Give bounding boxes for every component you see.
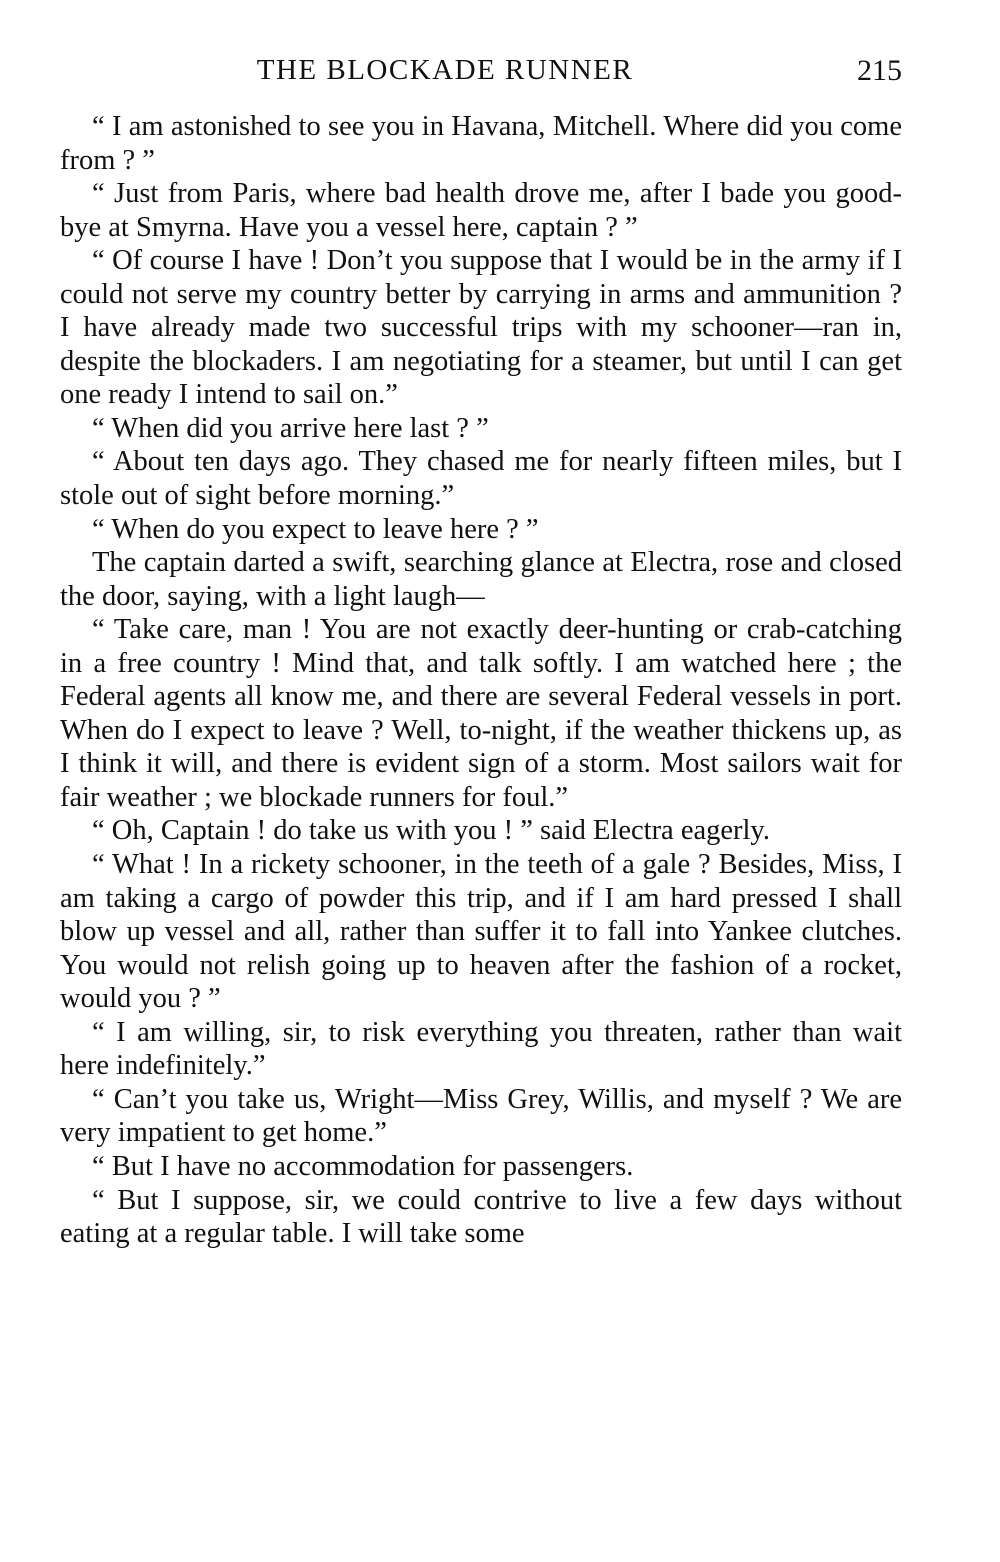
paragraph: “ Of course I have ! Don’t you suppose that I would be in the army if I could not serve my country better by carrying in arms and ammunition ? I have already made two successful trips with my schooner—ran in, despite the blockaders. I am negotiating for a steamer, but until I can get one ready I intend to sail on.” xyxy=(60,245,902,411)
paragraph: The captain darted a swift, searching glance at Electra, rose and closed the door, saying, with a light laugh— xyxy=(60,547,902,612)
running-title: THE BLOCKADE RUNNER xyxy=(256,54,634,86)
body-text xyxy=(60,110,902,1251)
paragraph: “ What ! In a rickety schooner, in the teeth of a gale ? Besides, Miss, I am taking a cargo of powder this trip, and if I am hard pressed I shall blow up vessel and all, rather than suffer it to fall into Yankee clutches. You would not relish going up to heaven after the fashion of a rocket, would you ? ” xyxy=(60,849,902,1015)
page-number: 215 xyxy=(857,54,902,87)
paragraph: “ But I suppose, sir, we could contrive to live a few days without eating at a regular table. I will take some xyxy=(60,1184,902,1250)
paragraph: “ About ten days ago. They chased me for nearly fifteen miles, but I stole out of sight before morning.” xyxy=(60,446,902,512)
page-header xyxy=(60,48,902,92)
paragraph: “ But I have no accommodation for passengers. xyxy=(92,1150,634,1182)
paragraph: “ I am willing, sir, to risk everything you threaten, rather than wait here indefinitely.” xyxy=(60,1016,902,1082)
paragraph: “ When did you arrive here last ? ” xyxy=(92,412,489,444)
paragraph: “ Oh, Captain ! do take us with you ! ” said Electra eagerly. xyxy=(92,815,770,847)
paragraph: “ When do you expect to leave here ? ” xyxy=(92,513,539,545)
paragraph: “ Take care, man ! You are not exactly deer-hunting or crab-catching in a free country ! Mind that, and talk softly. I am watched here ; the Federal agents all know me, and there are several Federal vessels in port. When do I expect to leave ? Well, to-night, if the weather thickens up, as I think it will, and there is evident sign of a storm. Most sailors wait for fair weather ; we blockade runners for foul.” xyxy=(60,614,902,813)
paragraph: “ Just from Paris, where bad health drove me, after I bade you good-bye at Smyrna. Have you a vessel here, captain ? ” xyxy=(60,178,902,243)
paragraph: “ Can’t you take us, Wright—Miss Grey, Willis, and myself ? We are very impatient to get home.” xyxy=(60,1083,902,1149)
paragraph: “ I am astonished to see you in Havana, Mitchell. Where did you come from ? ” xyxy=(60,111,902,176)
